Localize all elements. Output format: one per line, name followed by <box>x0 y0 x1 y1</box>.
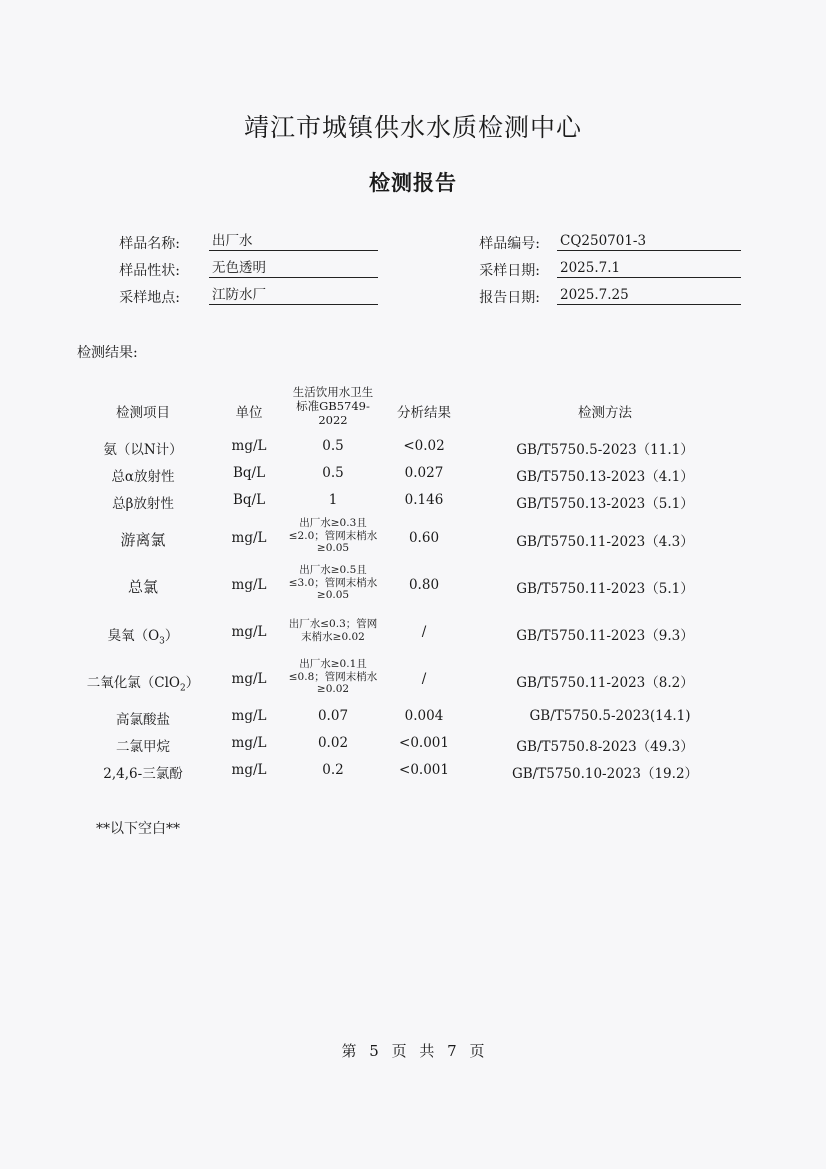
table-row-unit: mg/L <box>231 708 267 724</box>
table-row-item: 氨（以N计） <box>103 442 183 458</box>
sampling-site-label: 采样地点: <box>119 290 180 306</box>
table-row-unit: mg/L <box>231 735 267 751</box>
page-footer: 第 5 页 共 7 页 <box>341 1042 485 1060</box>
results-label: 检测结果: <box>77 345 138 361</box>
table-row-item: 总氯 <box>127 578 158 596</box>
sampling-date-label: 采样日期: <box>479 263 540 279</box>
sample-number-label: 样品编号: <box>479 236 540 252</box>
table-row-result: 0.80 <box>408 577 440 593</box>
table-row-standard: 0.07 <box>317 708 349 724</box>
header-method: 检测方法 <box>578 405 632 421</box>
sample-name-label: 样品名称: <box>119 236 180 252</box>
table-row-item: 臭氧$(O_3)$ <box>107 628 179 647</box>
table-row-item: 二氧化氯（ClO$_2$） <box>86 675 200 694</box>
header-unit: 单位 <box>235 405 263 421</box>
end-of-content-note: **以下空白** <box>96 821 180 837</box>
report-date-label: 报告日期: <box>479 290 540 306</box>
table-row-unit: mg/L <box>231 671 267 687</box>
table-row-result: <0.001 <box>399 762 449 778</box>
table-row-item: 二氯甲烷 <box>116 739 170 755</box>
table-row-standard: 出厂水≥0.3且≤2.0；管网末梢水≥0.05 <box>288 517 378 554</box>
header-standard: 生活饮用水卫生标准GB5749-2022 <box>292 385 374 427</box>
table-row-result: / <box>421 624 427 640</box>
table-row-result: <0.02 <box>403 438 445 454</box>
table-row-method: GB/T5750.11-2023（8.2） <box>516 675 694 691</box>
table-row-result: 0.146 <box>404 492 444 508</box>
table-row-standard: 0.02 <box>317 735 349 751</box>
table-row-standard: 0.5 <box>322 438 344 454</box>
table-row-standard: 1 <box>328 492 338 508</box>
sampling-site-value: 江防水厂 <box>209 287 378 305</box>
report-date-value: 2025.7.25 <box>557 287 741 305</box>
table-row-standard: 出厂水≥0.5且≤3.0；管网末梢水≥0.05 <box>288 564 378 601</box>
table-row-result: / <box>421 671 427 687</box>
table-row-item: 2,4,6-三氯酚 <box>103 766 183 782</box>
table-row-item: 高氯酸盐 <box>116 712 170 728</box>
table-row-method: GB/T5750.10-2023（19.2） <box>511 766 699 782</box>
sample-state-value: 无色透明 <box>209 260 378 278</box>
table-row-result: 0.004 <box>404 708 444 724</box>
table-row-result: 0.027 <box>404 465 444 481</box>
table-row-method: GB/T5750.13-2023（5.1） <box>516 496 694 512</box>
organization-name: 靖江市城镇供水水质检测中心 <box>243 113 582 142</box>
table-row-result: <0.001 <box>399 735 449 751</box>
table-row-method: GB/T5750.5-2023(14.1) <box>529 708 691 724</box>
table-row-item: 游离氯 <box>120 531 166 549</box>
header-item: 检测项目 <box>116 405 170 421</box>
sampling-date-value: 2025.7.1 <box>557 260 741 278</box>
table-row-method: GB/T5750.5-2023（11.1） <box>516 442 694 458</box>
table-row-unit: mg/L <box>231 577 267 593</box>
table-row-unit: mg/L <box>231 624 267 640</box>
table-row-standard: 出厂水≥0.1且≤0.8；管网末梢水≥0.02 <box>288 658 378 695</box>
sample-number-value: CQ250701-3 <box>557 233 741 251</box>
table-row-method: GB/T5750.8-2023（49.3） <box>516 739 694 755</box>
sample-name-value: 出厂水 <box>209 233 378 251</box>
table-row-item: 总α放射性 <box>111 469 175 485</box>
table-row-method: GB/T5750.11-2023（9.3） <box>516 628 694 644</box>
table-row-method: GB/T5750.11-2023（5.1） <box>516 581 694 597</box>
table-row-method: GB/T5750.11-2023（4.3） <box>516 534 694 550</box>
table-row-unit: mg/L <box>231 762 267 778</box>
table-row-standard: 0.5 <box>322 465 344 481</box>
table-row-unit: mg/L <box>231 530 267 546</box>
table-row-result: 0.60 <box>408 530 440 546</box>
table-row-unit: Bq/L <box>232 492 266 508</box>
sample-state-label: 样品性状: <box>119 263 180 279</box>
table-row-method: GB/T5750.13-2023（4.1） <box>516 469 694 485</box>
header-result: 分析结果 <box>397 405 451 421</box>
report-title: 检测报告 <box>369 170 457 195</box>
table-row-unit: Bq/L <box>232 465 266 481</box>
table-row-standard: 出厂水≤0.3；管网末梢水≥0.02 <box>288 618 378 643</box>
table-row-unit: mg/L <box>231 438 267 454</box>
table-row-item: 总β放射性 <box>112 496 174 512</box>
table-row-standard: 0.2 <box>322 762 344 778</box>
